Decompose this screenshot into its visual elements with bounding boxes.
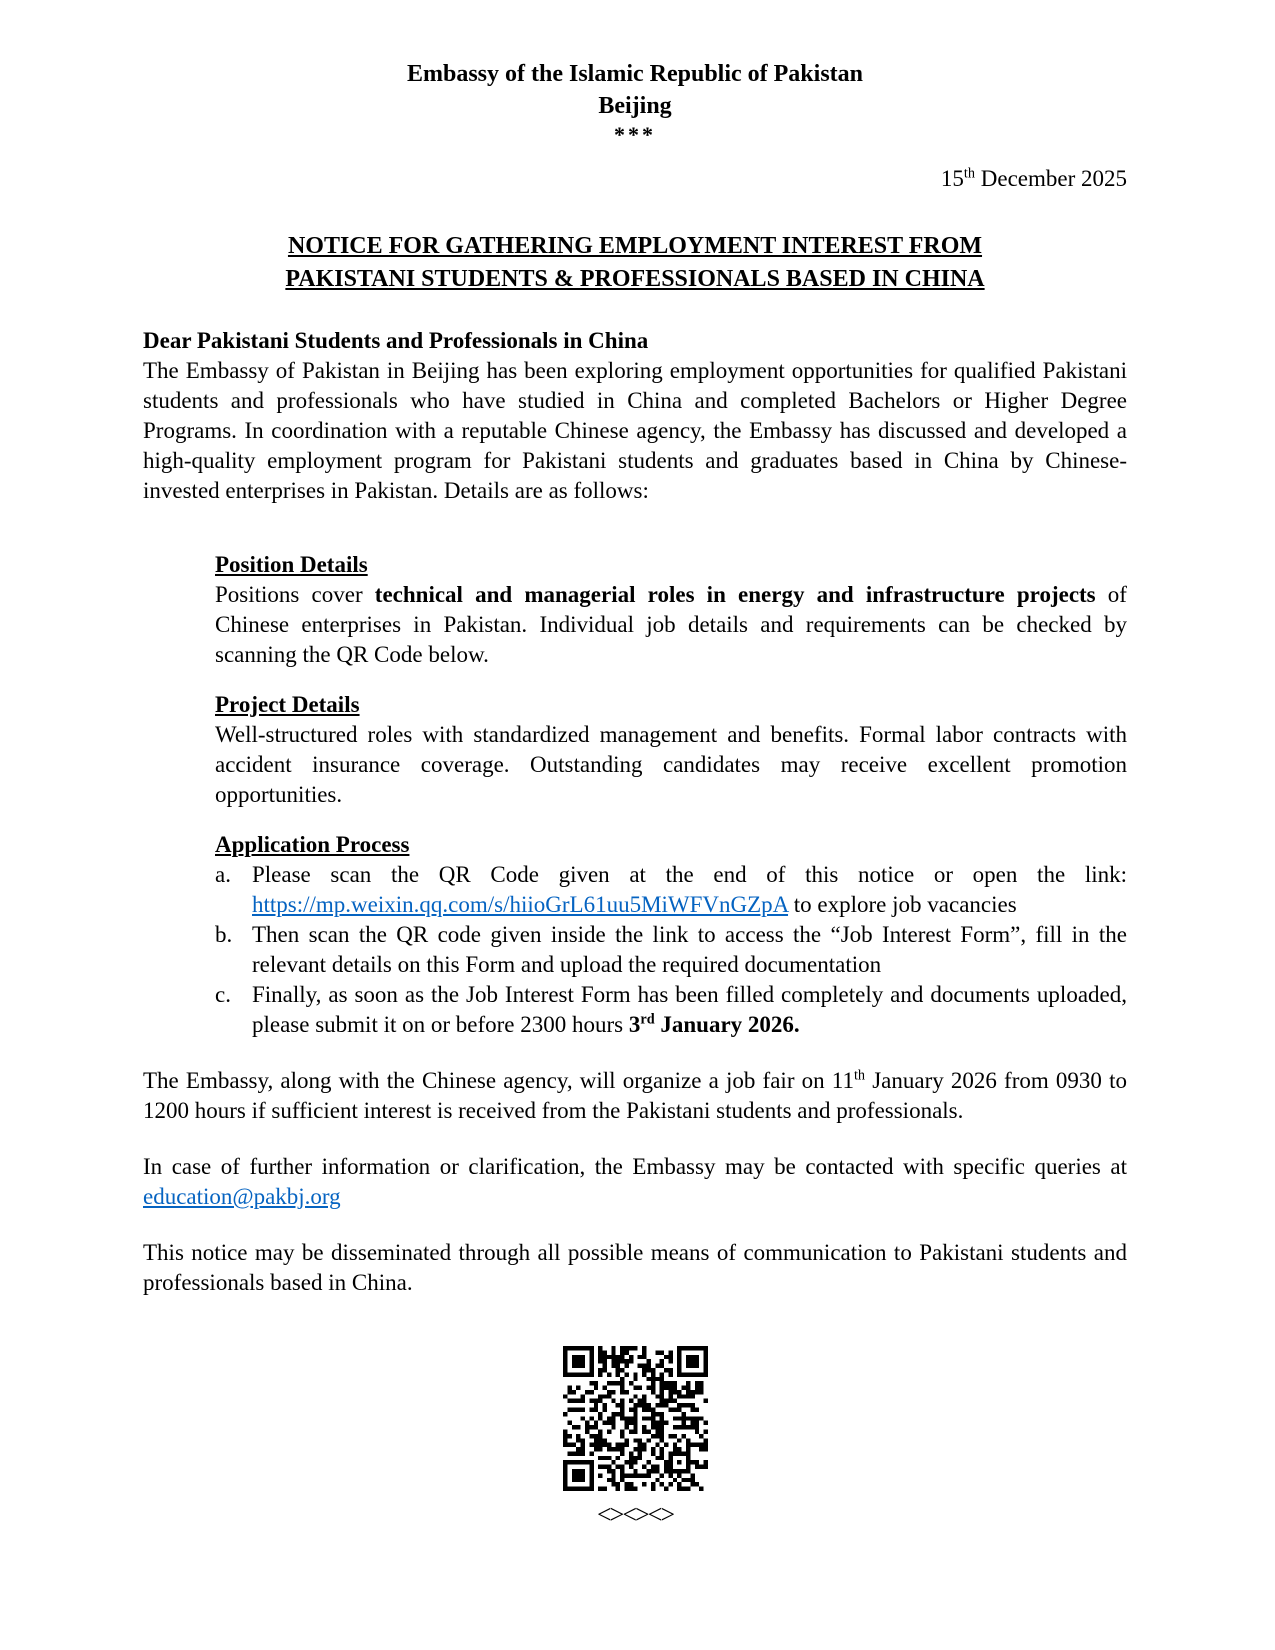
deadline-bold [629, 1012, 800, 1037]
application-step-c [215, 980, 1127, 1040]
step-c-run1: Finally, as soon as the Job Interest Form has been filled completely and documents uploaded, please submit it on or before 2300 hours [252, 982, 1127, 1037]
deadline-rest: January 2026. [654, 1012, 800, 1037]
step-a-text [252, 860, 1127, 920]
job-fair-ordinal-suffix: th [853, 1067, 866, 1084]
project-details-heading: Project Details [215, 692, 360, 717]
step-a-run2: to explore job vacancies [788, 892, 1017, 917]
contact-email-link[interactable]: education@pakbj.org [143, 1184, 341, 1209]
step-c-marker: c. [215, 982, 231, 1007]
section-project-details [215, 690, 1127, 810]
job-fair-run1: The Embassy, along with the Chinese agency, will organize a job fair on 11 [143, 1068, 854, 1093]
contact-run1: In case of further information or clarification, the Embassy may be contacted with specific queries at [143, 1154, 1127, 1179]
deadline-ordinal-suffix: rd [640, 1011, 655, 1028]
org-name-line1: Embassy of the Islamic Republic of Pakistan [406, 61, 864, 87]
qr-code [563, 1346, 708, 1491]
project-details-body: Well-structured roles with standardized management and benefits. Formal labor contracts with accident insurance coverage. Outstanding candidates may receive excellent promotion opportunities. [215, 722, 1127, 807]
position-run3: of Chinese enterprises in Pakistan. Individual job details and requirements can be checked by scanning the QR Code below. [215, 582, 1127, 667]
date-line [143, 164, 1127, 194]
notice-title [143, 230, 1127, 296]
date-day: 15 [940, 166, 964, 191]
step-b-marker: b. [215, 922, 233, 947]
letterhead-rule: *** [614, 122, 656, 147]
notice-title-line2: PAKISTANI STUDENTS & PROFESSIONALS BASED IN CHINA [285, 266, 985, 292]
org-name-line2: Beijing [598, 93, 672, 119]
letterhead [143, 58, 1127, 122]
salutation: Dear Pakistani Students and Professionals in China [143, 328, 649, 353]
step-b-text: Then scan the QR code given inside the link to access the “Job Interest Form”, fill in the relevant details on this Form and upload the required documentation [252, 922, 1127, 977]
contact-paragraph [143, 1152, 1127, 1212]
section-position-details [215, 550, 1127, 670]
application-process-heading: Application Process [215, 832, 410, 857]
intro-paragraph: The Embassy of Pakistan in Beijing has been exploring employment opportunities for qualified Pakistani students and professionals who have studied in China and completed Bachelors or Higher Degree Programs. In coordination with a reputable Chinese agency, the Embassy has discussed and developed a high-quality employment program for Pakistani students and graduates based in China by Chinese-invested enterprises in Pakistan. Details are as follows: [143, 358, 1127, 503]
section-application-process [215, 830, 1127, 1040]
end-ornament: <><><> [597, 1500, 673, 1529]
application-step-b [215, 920, 1127, 980]
position-details-body [215, 580, 1127, 670]
date-rest: December 2025 [975, 166, 1127, 191]
position-bold-run: technical and managerial roles in energy and infrastructure projects [374, 582, 1096, 607]
deadline-day: 3 [628, 1012, 641, 1037]
step-a-marker: a. [215, 862, 231, 887]
notice-title-line1: NOTICE FOR GATHERING EMPLOYMENT INTEREST FROM [287, 233, 983, 259]
step-a-run1: Please scan the QR Code given at the end of this notice or open the link: [252, 862, 1127, 887]
qr-code-container [143, 1346, 1127, 1499]
application-step-a [215, 860, 1127, 920]
dissemination-paragraph: This notice may be disseminated through all possible means of communication to Pakistani students and professionals based in China. [143, 1240, 1127, 1295]
date-ordinal-suffix: th [963, 165, 975, 182]
position-details-heading: Position Details [215, 552, 368, 577]
position-run1: Positions cover [215, 582, 375, 607]
job-fair-paragraph [143, 1066, 1127, 1126]
job-fair-run2: January 2026 from 0930 to 1200 hours if sufficient interest is received from the Pakistani students and professionals. [143, 1068, 1127, 1123]
step-c-text [252, 980, 1127, 1040]
job-vacancies-link[interactable]: https://mp.weixin.qq.com/s/hiioGrL61uu5MiWFVnGZpA [252, 892, 789, 917]
